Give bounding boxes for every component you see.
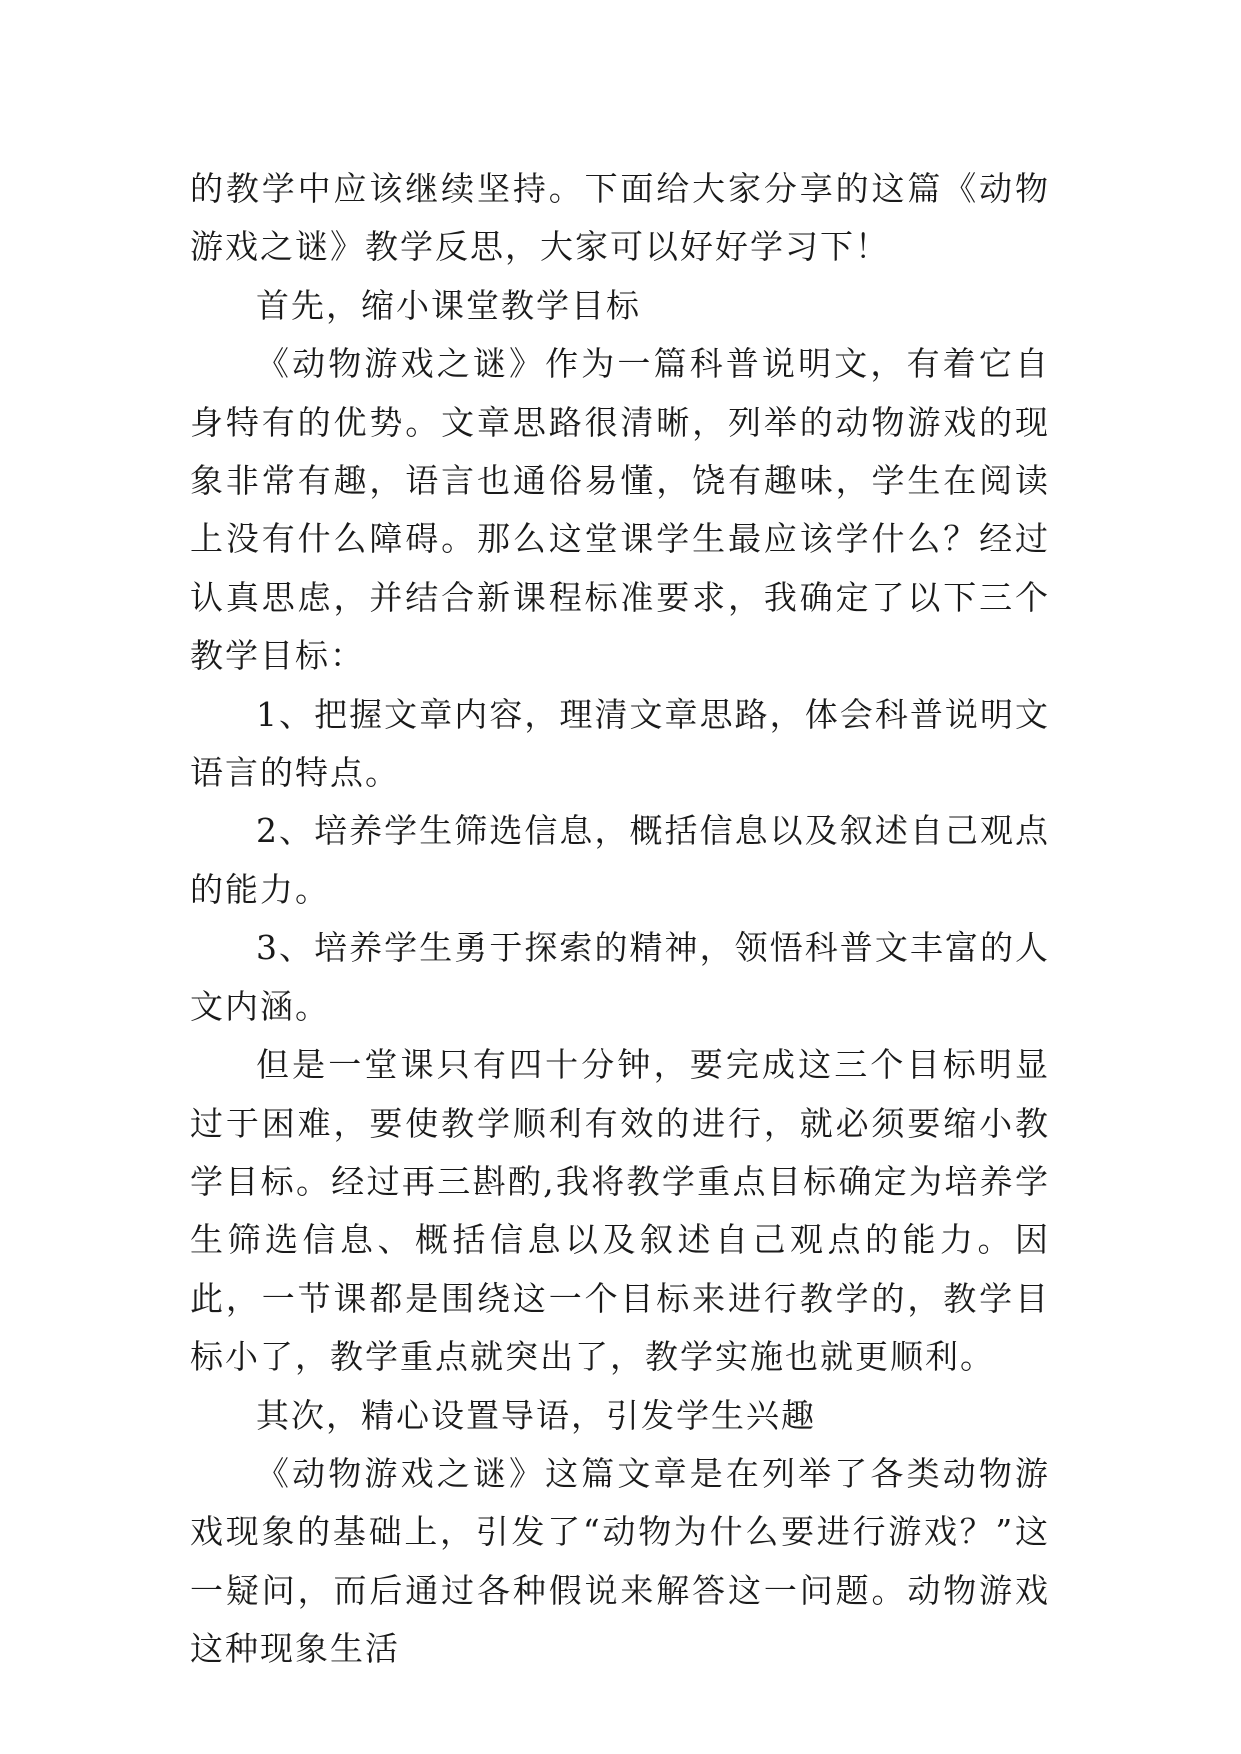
paragraph-intro-goals: 《动物游戏之谜》作为一篇科普说明文，有着它自身特有的优势。文章思路很清晰，列举的动物游戏的现象非常有趣，语言也通俗易懂，饶有趣味，学生在阅读上没有什么障碍。那么这堂课学生最应该学什么？经过认真思虑，并结合新课程标准要求，我确定了以下三个教学目标：: [190, 344, 1050, 676]
goal-item-3: 3、培养学生勇于探索的精神，领悟科普文丰富的人文内涵。: [190, 928, 1050, 1026]
section-heading-first: 首先，缩小课堂教学目标: [256, 285, 641, 325]
section-heading-second: 其次，精心设置导语，引发学生兴趣: [256, 1395, 816, 1435]
document-body: [190, 160, 1050, 1679]
goal-item-1: 1、把握文章内容，理清文章思路，体会科普说明文语言的特点。: [190, 694, 1050, 793]
paragraph-continuation: 的教学中应该继续坚持。下面给大家分享的这篇《动物游戏之谜》教学反思，大家可以好好学习下！: [190, 169, 1050, 267]
paragraph-intro-lead: 《动物游戏之谜》这篇文章是在列举了各类动物游戏现象的基础上，引发了“动物为什么要进行游戏？”这一疑问，而后通过各种假说来解答这一问题。动物游戏这种现象生活: [190, 1453, 1050, 1669]
paragraph-narrow-goals: 但是一堂课只有四十分钟，要完成这三个目标明显过于困难，要使教学顺利有效的进行，就必须要缩小教学目标。经过再三斟酌,我将教学重点目标确定为培养学生筛选信息、概括信息以及叙述自己观点的能力。因此，一节课都是围绕这一个目标来进行教学的，教学目标小了，教学重点就突出了，教学实施也就更顺利。: [190, 1045, 1050, 1377]
goal-item-2: 2、培养学生筛选信息，概括信息以及叙述自己观点的能力。: [190, 811, 1050, 909]
